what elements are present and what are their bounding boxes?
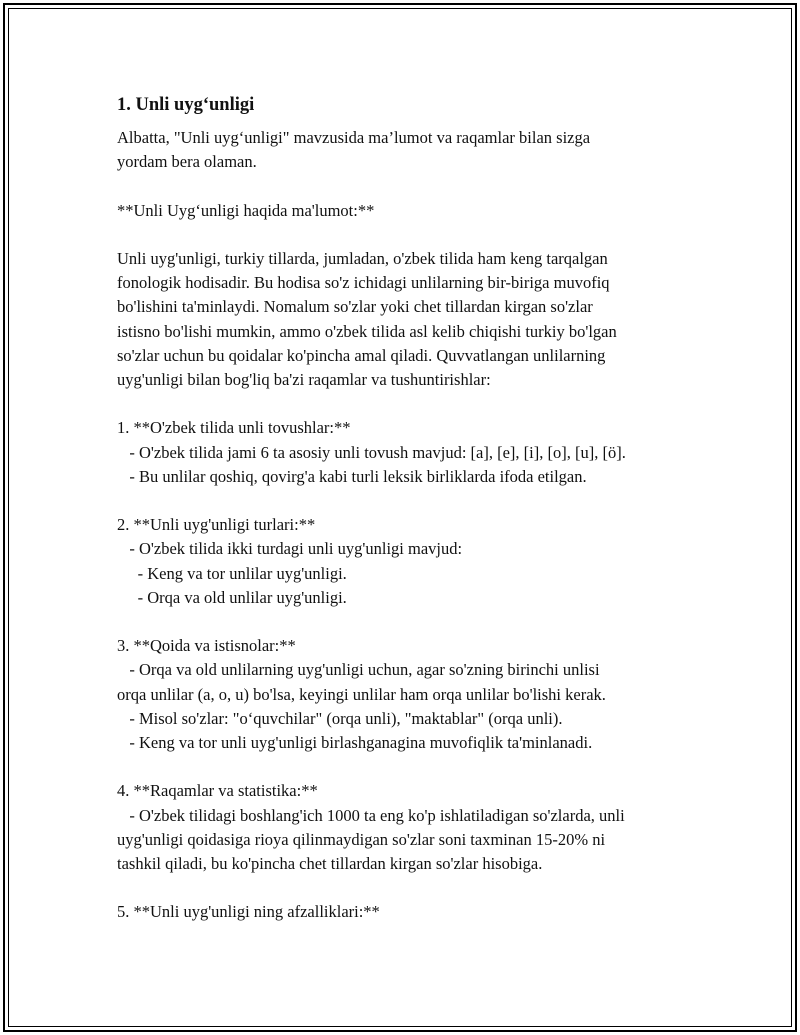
text-line: uyg'unligi bilan bog'liq ba'zi raqamlar va tushuntirishlar: [117,370,491,389]
section-heading: 1. Unli uyg‘unligi [117,95,255,115]
text-lines [117,126,737,925]
text-line: Albatta, "Unli uyg‘unligi" mavzusida ma’lumot va raqamlar bilan sizga [117,128,591,147]
blank-line [117,610,737,634]
document-body [117,92,737,925]
blank-line [117,223,737,247]
text-line: bo'lishini ta'minlaydi. Nomalum so'zlar yoki chet tillardan kirgan so'zlar [117,297,593,317]
text-line: uyg'unligi qoidasiga rioya qilinmaydigan so'zlar soni taxminan 15-20% ni [117,829,606,849]
text-line: - O'zbek tilida jami 6 ta asosiy unli tovush mavjud: [a], [e], [i], [o], [u], [ö]. [117,442,626,462]
text-line: - Orqa va old unlilar uyg'unligi. [117,587,347,607]
text-line: 3. **Qoida va istisnolar:** [117,636,296,656]
text-line: yordam bera olaman. [117,152,257,172]
blank-line [117,392,737,416]
text-line: 2. **Unli uyg'unligi turlari:** [117,515,316,535]
text-line: fonologik hodisadir. Bu hodisa so'z ichidagi unlilarning bir-biriga muvofiq [117,273,610,293]
text-line: istisno bo'lishi mumkin, ammo o'zbek tilida asl kelib chiqishi turkiy bo'lgan [117,321,617,341]
text-line: - O'zbek tilidagi boshlang'ich 1000 ta eng ko'p ishlatiladigan so'zlarda, unli [117,805,625,825]
text-line: orqa unlilar (a, o, u) bo'lsa, keyingi unlilar ham orqa unlilar bo'lishi kerak. [117,684,606,704]
text-line: - Misol so'zlar: "o‘quvchilar" (orqa unli), "maktablar" (orqa unli). [117,708,563,728]
text-line: - Keng va tor unli uyg'unligi birlashganagina muvofiqlik ta'minlanadi. [117,733,593,752]
text-line: **Unli Uyg‘unligi haqida ma'lumot:** [117,200,375,220]
text-line: 4. **Raqamlar va statistika:** [117,781,318,801]
blank-line [117,174,737,198]
text-line: tashkil qiladi, bu ko'pincha chet tillardan kirgan so'zlar hisobiga. [117,854,543,873]
text-line: so'zlar uchun bu qoidalar ko'pincha amal qiladi. Quvvatlangan unlilarning [117,345,606,365]
text-line: - Orqa va old unlilarning uyg'unligi uchun, agar so'zning birinchi unlisi [117,660,600,680]
blank-line [117,489,737,513]
text-line: - Keng va tor unlilar uyg'unligi. [117,563,347,583]
text-line: 1. **O'zbek tilida unli tovushlar:** [117,418,351,438]
blank-line [117,876,737,900]
blank-line [117,755,737,779]
text-line: - O'zbek tilida ikki turdagi unli uyg'unligi mavjud: [117,539,463,559]
text-line: - Bu unlilar qoshiq, qovirg'a kabi turli leksik birliklarda ifoda etilgan. [117,466,587,486]
text-line: Unli uyg'unligi, turkiy tillarda, jumladan, o'zbek tilida ham keng tarqalgan [117,248,608,268]
text-line: 5. **Unli uyg'unligi ning afzalliklari:** [117,902,380,922]
